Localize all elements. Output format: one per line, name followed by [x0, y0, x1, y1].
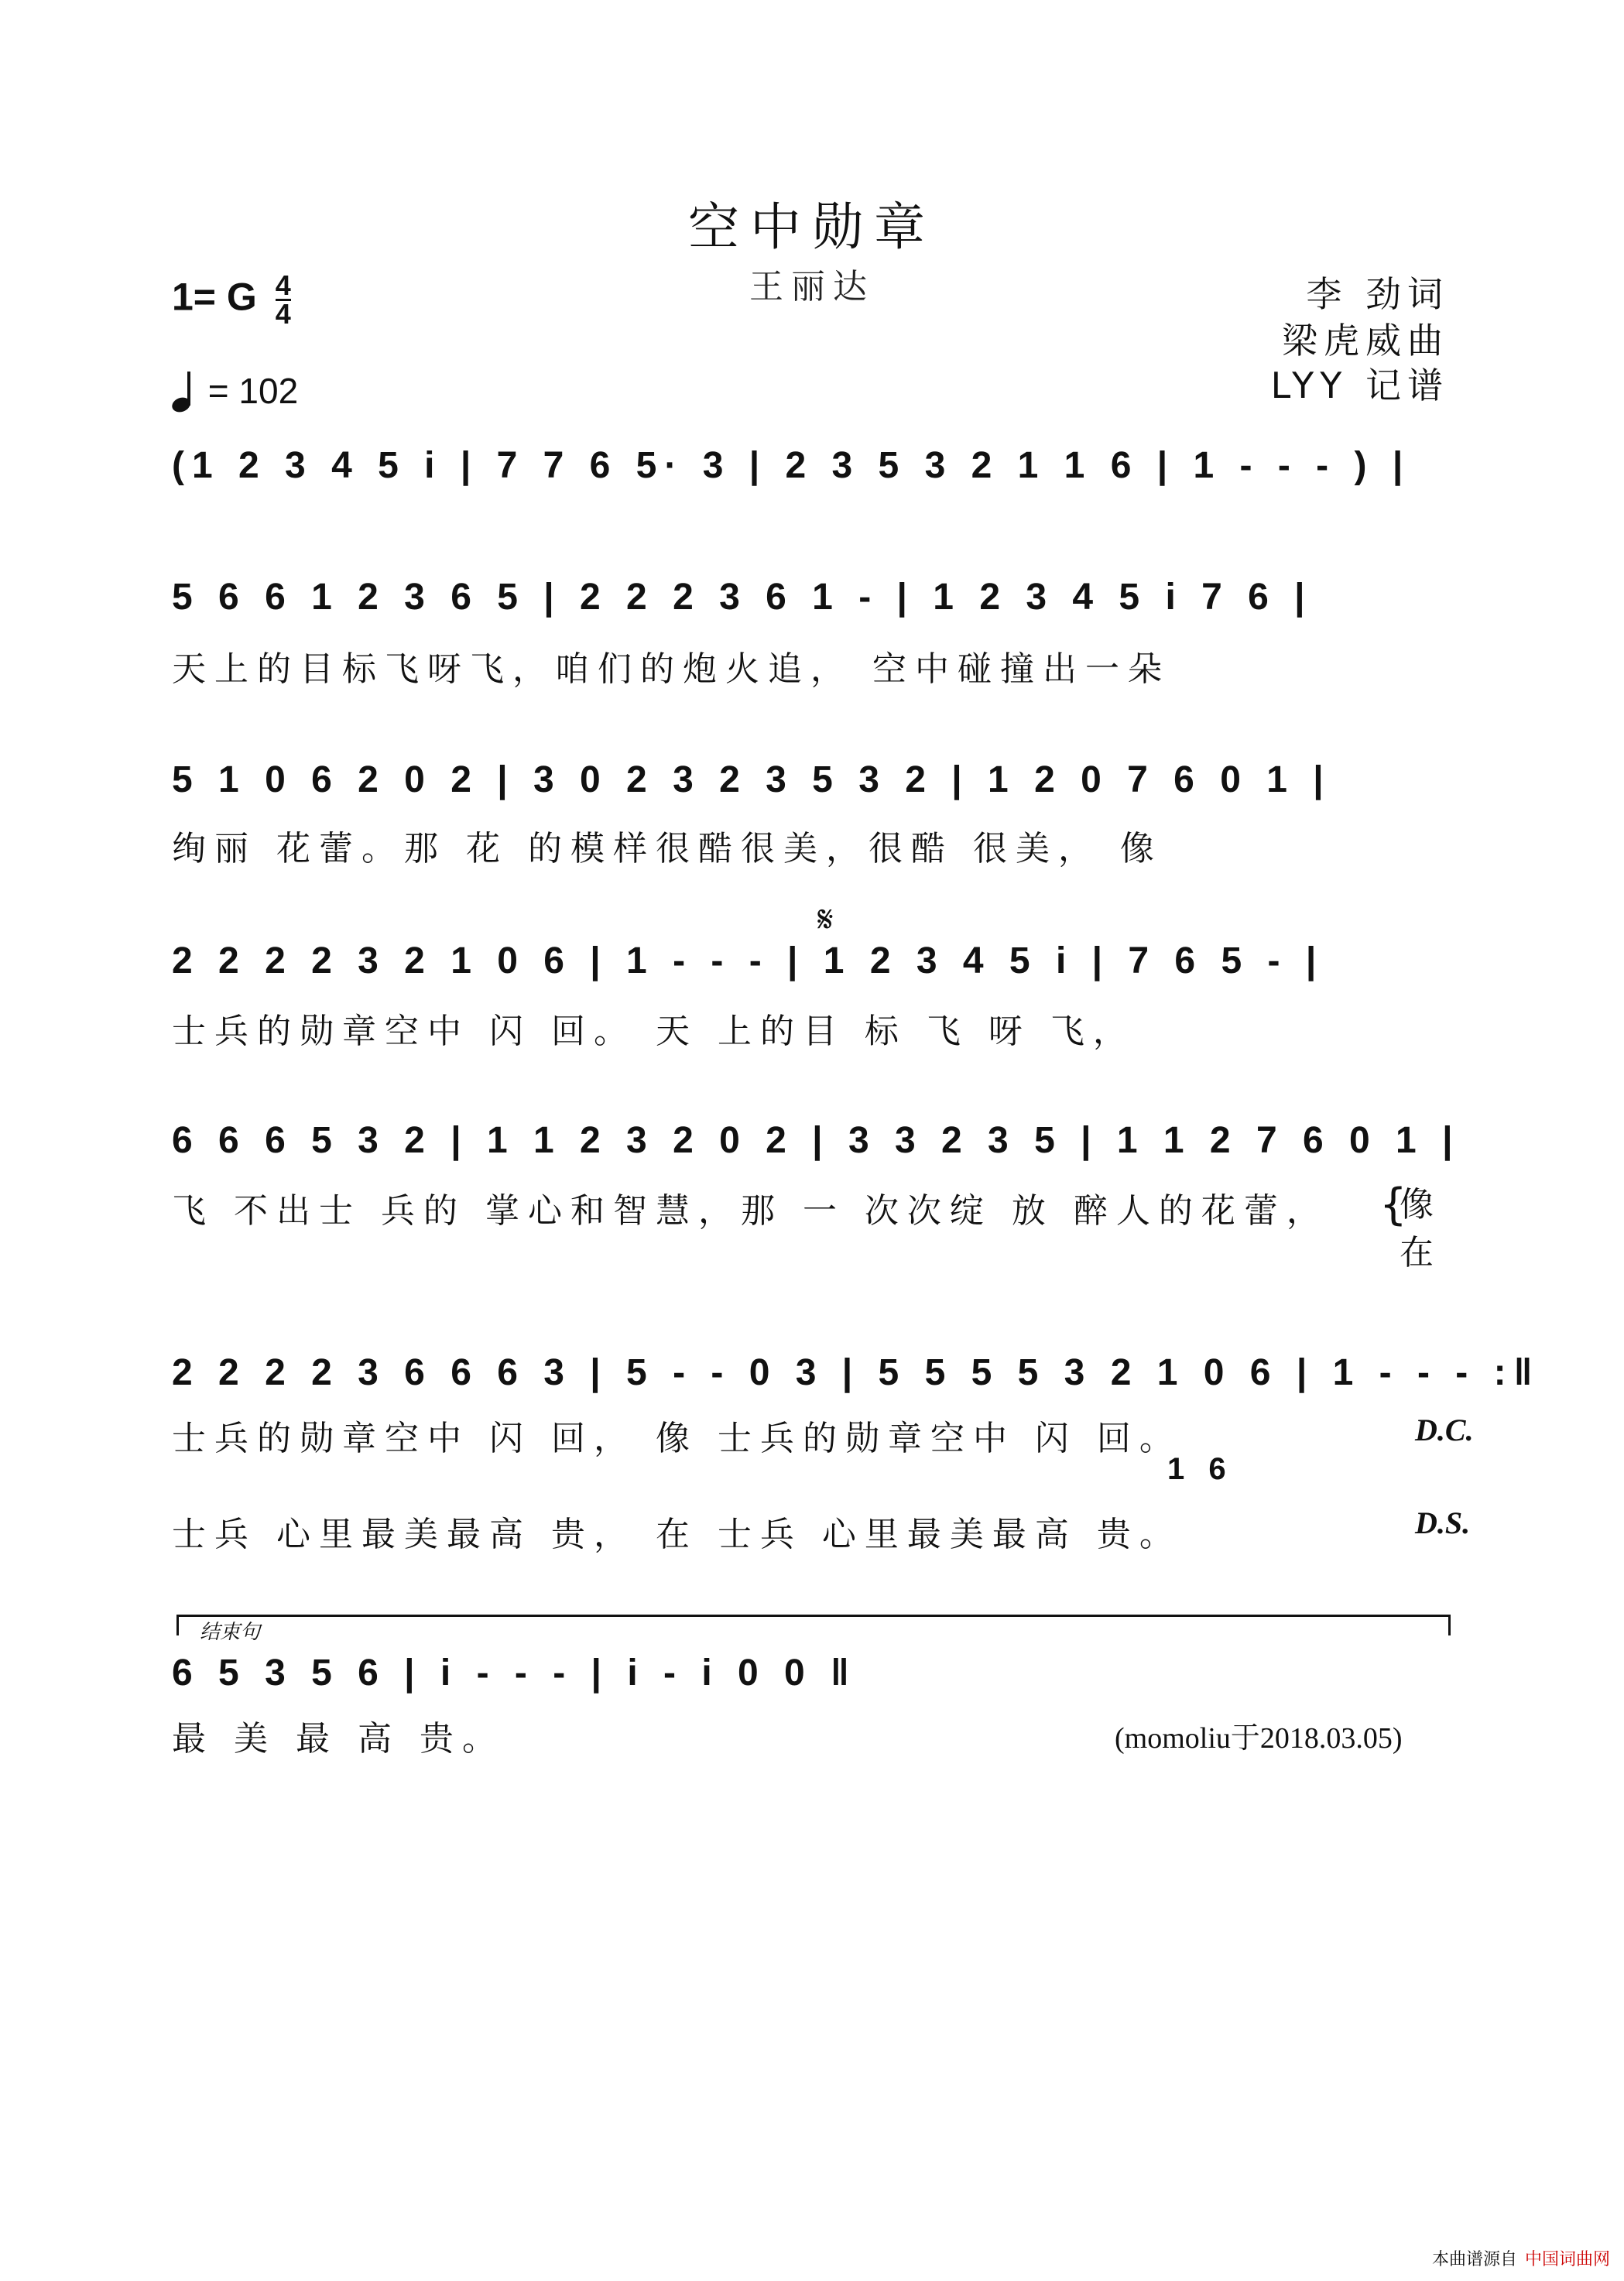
lyric-line: 士兵的勋章空中 闪 回。 天 上的目 标 飞 呀 飞，: [172, 1012, 1136, 1051]
alternate-notes: 1 6: [1167, 1452, 1234, 1486]
quarter-note-icon: [172, 375, 198, 412]
score-line: 2 2 2 2 3 6 6 6 3 | 5 - - 0 3 | 5 5 5 5 3 2 1 0 6 | 1 - - - :‖: [172, 1352, 1540, 1393]
side-lyric-top: 像: [1400, 1185, 1442, 1224]
lyric-line: 天上的目标飞呀飞，咱们的炮火追， 空中碰撞出一朵: [172, 649, 1170, 689]
score-line: 5 1 0 6 2 0 2 | 3 0 2 3 2 3 5 3 2 | 1 2 0 7 6 0 1 |: [172, 759, 1331, 800]
score-line: 2 2 2 2 3 2 1 0 6 | 1 - - - | 1 2 3 4 5 i | 7 6 5 - |: [172, 940, 1324, 981]
ending-bracket: [176, 1615, 1451, 1635]
dc-marking: D.C.: [1415, 1413, 1474, 1447]
tempo-value: = 102: [207, 371, 299, 411]
score-line: (1 2 3 4 5 i | 7 7 6 5· 3 | 2 3 5 3 2 1 1 6 | 1 - - - ) |: [172, 445, 1411, 486]
footer-source: 本曲谱源自: [1432, 2250, 1518, 2269]
lyricist-credit: 李 劲词: [1306, 273, 1449, 315]
lyric-line: 最 美 最 高 贵。: [172, 1719, 505, 1759]
score-line: 6 5 3 5 6 | i - - - | i - i 0 0 ‖: [172, 1653, 857, 1694]
brace-icon: {: [1379, 1180, 1407, 1230]
transcriber-credit: LYY 记谱: [1270, 365, 1449, 406]
segno-sign: 𝄋: [817, 898, 834, 941]
song-title: 空中勋章: [688, 197, 936, 257]
lyric-line: 飞 不出士 兵的 掌心和智慧，那 一 次次绽 放 醉人的花蕾，: [172, 1191, 1329, 1231]
time-top: 4: [275, 269, 291, 301]
ending-label: 结束句: [200, 1621, 261, 1644]
footer-brand-link[interactable]: 中国词曲网: [1525, 2250, 1611, 2269]
side-lyric-bottom: 在: [1400, 1233, 1442, 1272]
key-signature: [172, 269, 291, 330]
time-bottom: 4: [275, 298, 291, 330]
ds-marking: D.S.: [1415, 1505, 1471, 1540]
time-signature: [275, 269, 291, 330]
lyric-line-second-verse: 士兵 心里最美最高 贵， 在 士兵 心里最美最高 贵。: [172, 1515, 1182, 1554]
signature: (momoliu于2018.03.05): [1115, 1722, 1403, 1755]
score-line: 6 6 6 5 3 2 | 1 1 2 3 2 0 2 | 3 3 2 3 5 | 1 1 2 7 6 0 1 |: [172, 1120, 1461, 1161]
composer-credit: 梁虎威曲: [1282, 320, 1449, 361]
lyric-line: 绚丽 花蕾。那 花 的模样很酷很美，很酷 很美， 像: [172, 829, 1163, 868]
tempo-marking: [172, 370, 298, 412]
singer-name: 王丽达: [749, 267, 875, 307]
score-line: 5 6 6 1 2 3 6 5 | 2 2 2 3 6 1 - | 1 2 3 4 5 i 7 6 |: [172, 577, 1313, 618]
lyric-line: 士兵的勋章空中 闪 回， 像 士兵的勋章空中 闪 回。: [172, 1419, 1182, 1458]
key-label: 1= G: [172, 275, 257, 319]
